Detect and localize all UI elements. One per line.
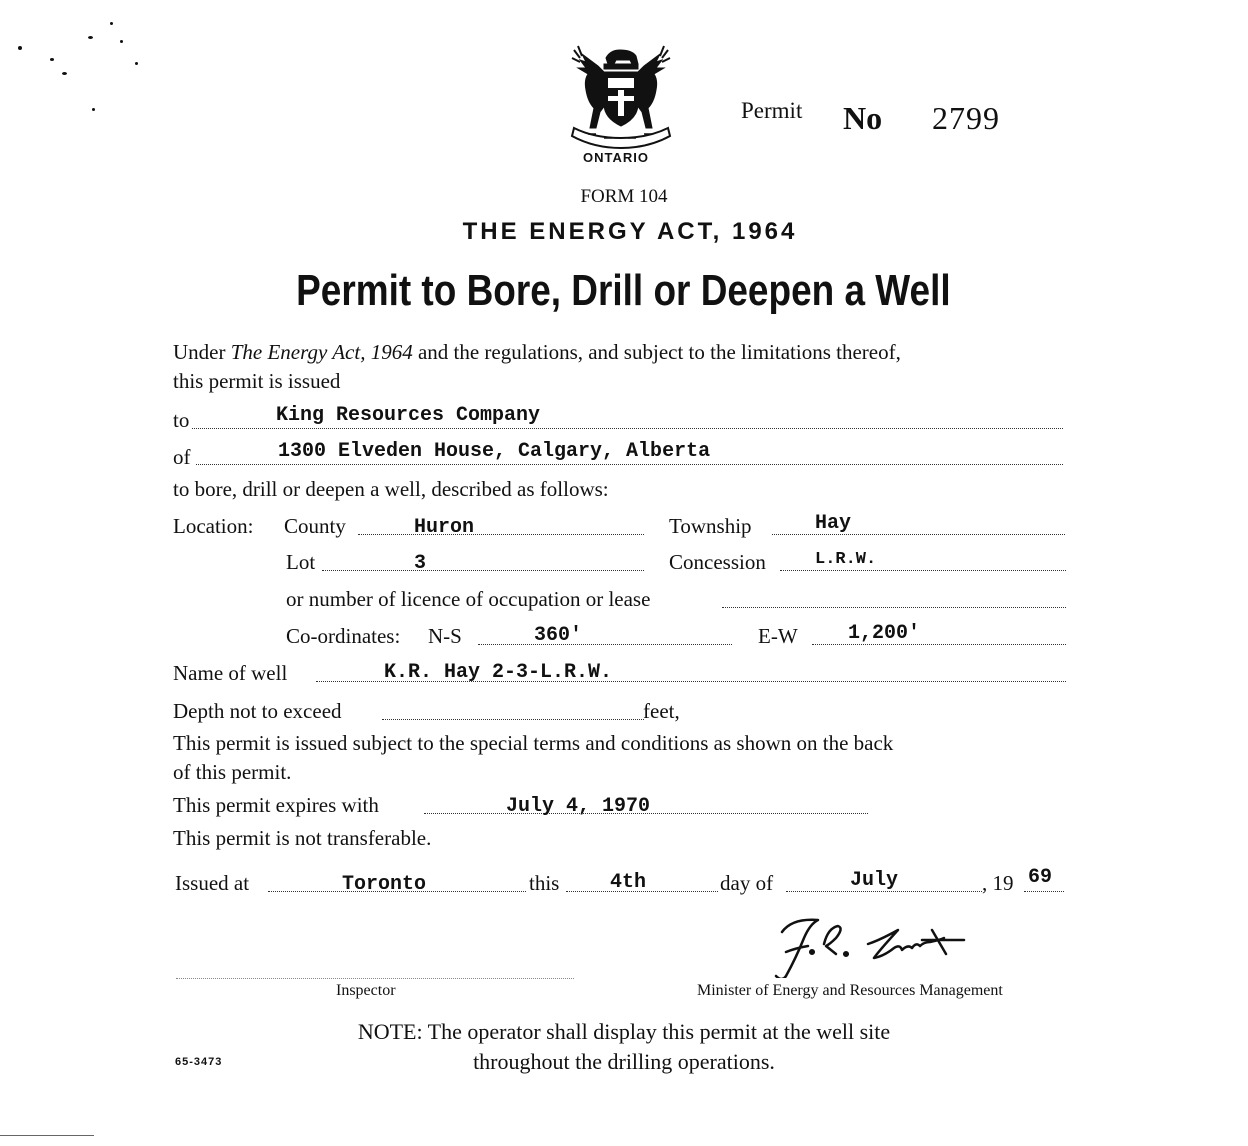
- described-text: to bore, drill or deepen a well, described as follows:: [173, 477, 609, 501]
- year-value: 69: [1028, 866, 1053, 889]
- terms-line-1: This permit is issued subject to the special terms and conditions as shown on the back: [173, 731, 894, 755]
- depth-dotted-line: [382, 719, 644, 720]
- act-name-italic: The Energy Act, 1964: [230, 340, 413, 364]
- this-label: this: [529, 871, 560, 895]
- scan-speck: [18, 46, 22, 50]
- concession-label: Concession: [669, 550, 766, 574]
- form-code: 65-3473: [175, 1056, 223, 1068]
- crest-label: ONTARIO: [583, 150, 649, 165]
- of-dotted-line: [196, 464, 1063, 465]
- to-label: to: [173, 408, 190, 432]
- ontario-coat-of-arms-icon: [568, 44, 674, 152]
- concession-value: L.R.W.: [815, 550, 877, 569]
- act-title: THE ENERGY ACT, 1964: [462, 218, 798, 245]
- coordinates-label: Co-ordinates:: [286, 624, 401, 648]
- scan-speck: [62, 72, 67, 75]
- well-name-value: K.R. Hay 2-3-L.R.W.: [384, 661, 613, 684]
- expires-label: This permit expires with: [173, 793, 379, 817]
- minister-label: Minister of Energy and Resources Management: [697, 982, 1003, 999]
- scan-speck: [110, 22, 113, 25]
- scan-speck: [92, 108, 95, 111]
- licence-dotted-line: [722, 607, 1066, 608]
- depth-label: Depth not to exceed: [173, 699, 342, 723]
- intro-line-2: this permit is issued: [173, 369, 341, 393]
- expires-value: July 4, 1970: [506, 795, 651, 818]
- scan-speck: [88, 36, 93, 39]
- year-dotted-line: [1024, 891, 1064, 892]
- intro-text-a: Under: [173, 340, 231, 364]
- inspector-signature-line: [176, 978, 574, 979]
- to-dotted-line: [192, 428, 1063, 429]
- day-value: 4th: [610, 871, 647, 894]
- scan-speck: [135, 62, 138, 65]
- scan-speck: [50, 58, 54, 61]
- permit-label: Permit: [741, 98, 803, 123]
- terms-line-2: of this permit.: [173, 760, 292, 784]
- intro-text-b: and the regulations, and subject to the limitations thereof,: [412, 340, 901, 364]
- document-title: Permit to Bore, Drill or Deepen a Well: [296, 266, 951, 315]
- permit-number: 2799: [932, 100, 1000, 136]
- of-label: of: [173, 445, 191, 469]
- form-number: FORM 104: [580, 186, 668, 207]
- scan-edge-line: [0, 1135, 94, 1136]
- lot-label: Lot: [286, 550, 316, 574]
- county-dotted-line: [358, 534, 644, 535]
- intro-line-1: [173, 340, 901, 365]
- county-label: County: [284, 514, 346, 538]
- county-value: Huron: [414, 516, 475, 539]
- year-prefix: , 19: [982, 871, 1014, 895]
- licence-label: or number of licence of occupation or lease: [286, 587, 651, 611]
- well-name-label: Name of well: [173, 661, 288, 685]
- minister-signature-icon: [772, 908, 992, 978]
- day-of-label: day of: [720, 871, 774, 895]
- concession-dotted-line: [780, 570, 1066, 571]
- location-label: Location:: [173, 514, 254, 538]
- ns-value: 360': [534, 624, 583, 647]
- permit-number-label: No: [843, 100, 883, 136]
- month-value: July: [850, 869, 899, 892]
- township-value: Hay: [815, 512, 852, 535]
- note-line-1: NOTE: The operator shall display this permit at the well site: [357, 1019, 891, 1044]
- ew-label: E-W: [758, 624, 798, 648]
- lot-dotted-line: [322, 570, 644, 571]
- note-line-2: throughout the drilling operations.: [473, 1049, 775, 1074]
- lot-value: 3: [414, 552, 427, 575]
- of-value: 1300 Elveden House, Calgary, Alberta: [278, 440, 711, 463]
- to-value: King Resources Company: [276, 404, 541, 427]
- issued-value: Toronto: [342, 873, 427, 896]
- scan-speck: [120, 40, 123, 43]
- ns-label: N-S: [428, 624, 462, 648]
- inspector-label: Inspector: [336, 982, 396, 999]
- ns-dotted-line: [478, 644, 732, 645]
- depth-unit: feet,: [643, 699, 680, 723]
- issued-label: Issued at: [175, 871, 250, 895]
- ew-value: 1,200': [848, 622, 921, 645]
- transfer-text: This permit is not transferable.: [173, 826, 432, 850]
- township-label: Township: [669, 514, 752, 538]
